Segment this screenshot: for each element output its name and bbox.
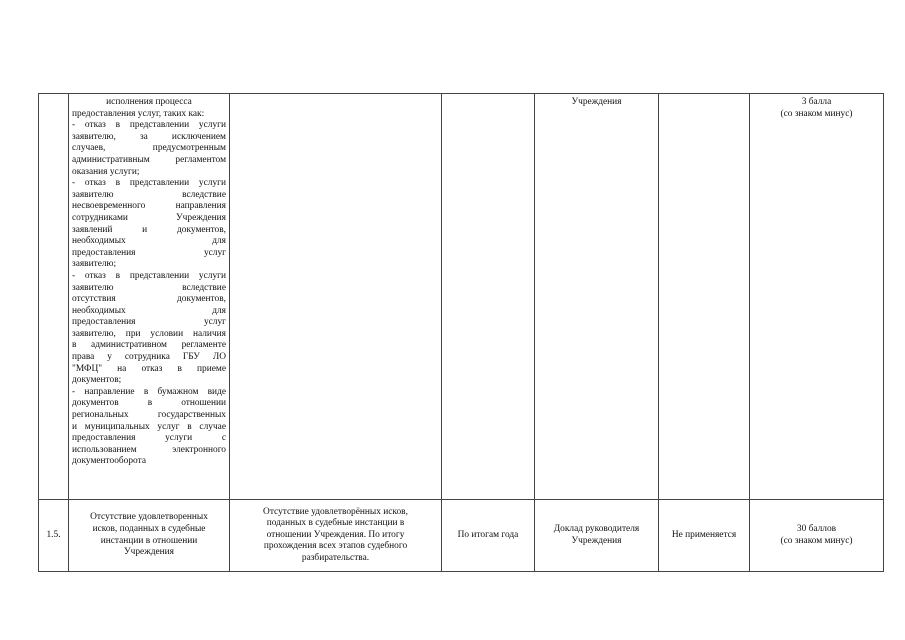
- criterion-line: заявителю вследствие: [72, 282, 226, 293]
- table-row-1-5: [39, 500, 884, 572]
- criterion-text: [69, 94, 229, 468]
- cell-source: [535, 94, 659, 500]
- criterion-line: заявителю, за исключением: [72, 131, 226, 142]
- criterion-line: предоставления услуг: [72, 317, 226, 328]
- cell-period-empty: [442, 94, 535, 500]
- cell-description: [230, 500, 442, 572]
- description-line: отношении Учреждения. По итогу: [266, 529, 405, 540]
- criterion-line: предоставления услуг, таких как:: [72, 108, 205, 119]
- cell-points: [750, 500, 884, 572]
- criterion-line: документооборота: [72, 456, 146, 467]
- cell-description-empty: [230, 94, 442, 500]
- criterion-line: заявителю вследствие: [72, 189, 226, 200]
- description-line: поданных в судебные инстанции в: [266, 518, 405, 529]
- criterion-line: - отказ в представлении услуги: [72, 178, 226, 189]
- criterion-line: права у сотрудника ГБУ ЛО: [72, 352, 226, 363]
- criterion-line: необходимых для: [72, 305, 226, 316]
- cell-points: [750, 94, 884, 500]
- criterion-line: документов;: [72, 375, 122, 386]
- description-line: прохождения всех этапов судебного: [263, 541, 408, 552]
- criterion-line: несвоевременного направления: [72, 201, 226, 212]
- criterion-line: сотрудниками Учреждения: [72, 212, 226, 223]
- criterion-line: Учреждения: [124, 547, 174, 558]
- criterion-line: необходимых для: [72, 236, 226, 247]
- applicability-text: Не применяется: [671, 529, 737, 540]
- criterion-line: и муниципальных услуг в случае: [72, 421, 226, 432]
- cell-number-empty: [39, 94, 69, 500]
- points-note: (со знаком минус): [780, 535, 853, 546]
- criterion-line: исполнения процесса: [106, 97, 192, 107]
- criterion-line: - направление в бумажном виде: [72, 386, 226, 397]
- criterion-line: "МФЦ" на отказ в приеме: [72, 363, 226, 374]
- criterion-line: административным регламентом: [72, 154, 226, 165]
- criterion-line: региональных государственных: [72, 410, 226, 421]
- criterion-line: предоставления услуг: [72, 247, 226, 258]
- criterion-line: заявителю, при условии наличия: [72, 328, 226, 339]
- criterion-line: случаев, предусмотренным: [72, 143, 226, 154]
- criterion-line: отсутствия документов,: [72, 294, 226, 305]
- cell-criterion-continuation: [69, 94, 230, 500]
- points-value: 30 баллов: [796, 523, 837, 534]
- source-line: Доклад руководителя: [553, 523, 640, 534]
- criterion-line: предоставления услуги с: [72, 433, 226, 444]
- criterion-line: - отказ в представлении услуги: [72, 270, 226, 281]
- cell-source: [535, 500, 659, 572]
- criterion-line: в административном регламенте: [72, 340, 226, 351]
- table-row-continuation: [39, 94, 884, 500]
- description-line: Отсутствие удовлетворённых исков,: [263, 506, 408, 517]
- criterion-line: документов в отношении: [72, 398, 226, 409]
- criterion-line: оказания услуги;: [72, 166, 140, 177]
- criterion-line: использованием электронного: [72, 444, 226, 455]
- cell-applicability-empty: [659, 94, 750, 500]
- points-value: 3 балла: [801, 97, 832, 107]
- criteria-table: [38, 93, 884, 572]
- criterion-line: заявлений и документов,: [72, 224, 226, 235]
- cell-criterion: [69, 500, 230, 572]
- cell-period: [442, 500, 535, 572]
- criterion-line: - отказ в представлении услуги: [72, 120, 226, 131]
- source-line: Учреждения: [571, 535, 622, 546]
- points-note: (со знаком минус): [780, 108, 853, 119]
- criterion-line: инстанции в отношении: [100, 535, 198, 546]
- criterion-line: Отсутствие удовлетворенных: [90, 512, 208, 523]
- cell-applicability: [659, 500, 750, 572]
- row-number: 1.5.: [46, 529, 61, 540]
- period-text: По итогам года: [457, 529, 519, 540]
- cell-number: [39, 500, 69, 572]
- description-line: разбирательства.: [301, 552, 370, 563]
- criterion-line: исков, поданных в судебные: [92, 523, 206, 534]
- source-text: Учреждения: [571, 97, 622, 107]
- criterion-line: заявителю;: [72, 259, 117, 270]
